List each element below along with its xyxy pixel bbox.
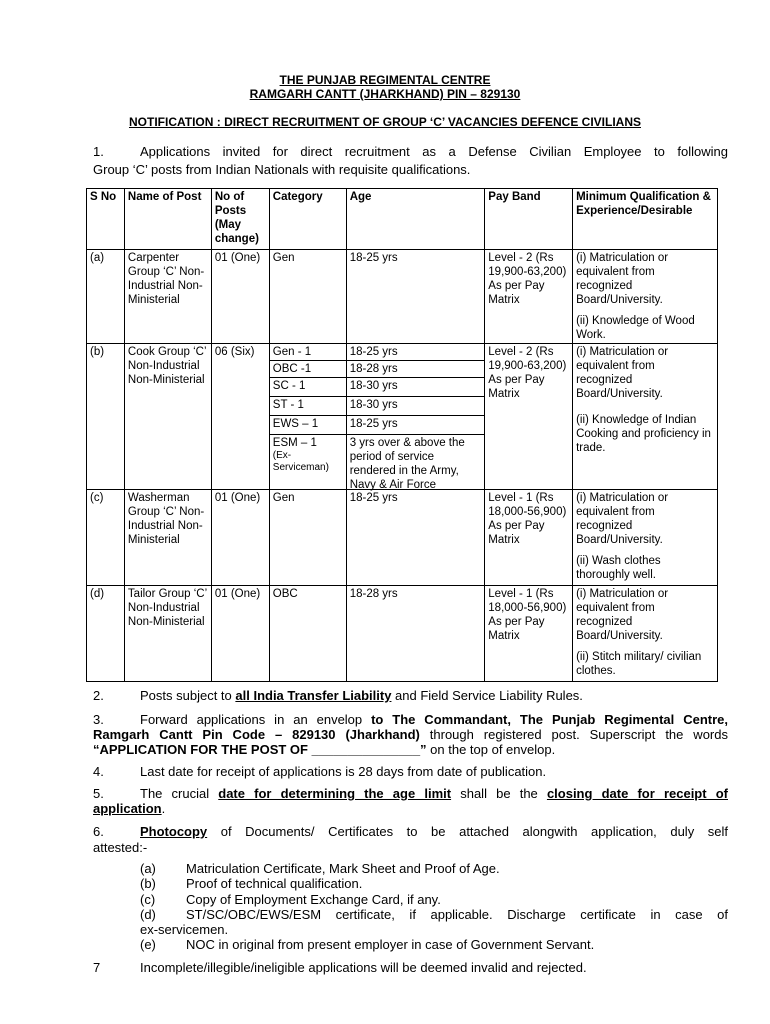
cell-age: 18-28 yrs (346, 586, 485, 682)
age-item: 18-25 yrs (347, 416, 485, 435)
age-item: 18-25 yrs (347, 344, 485, 361)
cell-posts-no: 01 (One) (211, 490, 269, 586)
para6-number: 6. (93, 824, 104, 839)
qualification-primary: (i) Matriculation or equivalent from recognized Board/University. (576, 492, 669, 546)
category-item: EWS – 1 (270, 416, 346, 435)
table-row (87, 586, 718, 682)
cell-posts-no: 06 (Six) (211, 344, 269, 490)
para3-f: on the top of envelop. (426, 742, 556, 757)
qualification-desirable: (ii) Knowledge of Wood Work. (576, 315, 695, 341)
category-esm-note: (Ex-Serviceman) (272, 450, 329, 473)
para2-number: 2. (93, 688, 104, 703)
cell-category: Gen (269, 250, 346, 344)
para1-number: 1. (93, 144, 104, 159)
notification-title: NOTIFICATION : DIRECT RECRUITMENT OF GROUP ‘C’ VACANCIES DEFENCE CIVILIANS (128, 115, 641, 129)
list-item: NOC in original from present employer in case of Government Servant. (186, 937, 595, 952)
category-item: OBC -1 (270, 361, 346, 378)
para3-line2 (93, 727, 728, 743)
cell-qualification (573, 344, 718, 490)
para3-e: “APPLICATION FOR THE POST OF _______________” (93, 742, 427, 757)
cell-qualification (573, 490, 718, 586)
table-header-row (87, 189, 718, 250)
list-item-continuation: ex-servicemen. (140, 922, 229, 937)
qualification-primary: (i) Matriculation or equivalent from recognized Board/University. (576, 588, 669, 642)
cell-qualification (573, 250, 718, 344)
list-item-label: (a) (140, 861, 156, 876)
para5-f: . (161, 801, 166, 816)
para3-b: to The Commandant, The Punjab Regimental Centre, (371, 712, 728, 727)
header-sno: S No (87, 189, 125, 250)
para3-d: through registered post. Superscript the words (419, 727, 728, 742)
category-esm-label: ESM – 1 (272, 437, 317, 449)
para3-number: 3. (93, 712, 104, 727)
qualification-desirable: (ii) Knowledge of Indian Cooking and proficiency in trade. (576, 414, 711, 454)
cell-sno: (a) (87, 250, 125, 344)
para5-application: application (93, 801, 162, 816)
list-item-label: (b) (140, 876, 156, 891)
para1-line2: Group ‘C’ posts from Indian Nationals with requisite qualifications. (93, 162, 471, 177)
cell-post: Cook Group ‘C’ Non-Industrial Non-Ministerial (124, 344, 211, 490)
header-qualification: Minimum Qualification & Experience/Desirable (573, 189, 718, 250)
category-item: ST - 1 (270, 397, 346, 416)
para5-age-limit: date for determining the age limit (218, 786, 452, 801)
para6-line2: attested:- (93, 840, 148, 855)
para5-number: 5. (93, 786, 104, 801)
table-row (87, 250, 718, 344)
cell-post: Washerman Group ‘C’ Non-Industrial Non-Ministerial (124, 490, 211, 586)
para2-text (140, 688, 583, 704)
header-pay-band: Pay Band (485, 189, 573, 250)
cell-post: Tailor Group ‘C’ Non-Industrial Non-Ministerial (124, 586, 211, 682)
qualification-desirable: (ii) Stitch military/ civilian clothes. (576, 651, 702, 677)
list-item: Proof of technical qualification. (186, 876, 363, 891)
para5-a: The crucial (140, 786, 219, 801)
para1-line1: Applications invited for direct recruitment as a Defense Civilian Employee to following (140, 144, 728, 159)
para5-line2 (93, 801, 728, 817)
para5-closing-date: closing date for receipt of (546, 786, 728, 801)
cell-sno: (b) (87, 344, 125, 490)
cell-sno: (d) (87, 586, 125, 682)
para7-text: Incomplete/illegible/ineligible applications will be deemed invalid and rejected. (140, 960, 587, 975)
cell-category: OBC (269, 586, 346, 682)
cell-post: Carpenter Group ‘C’ Non-Industrial Non-Ministerial (124, 250, 211, 344)
age-item: 18-30 yrs (347, 378, 485, 397)
list-item: Matriculation Certificate, Mark Sheet and Proof of Age. (186, 861, 500, 876)
age-item: 18-28 yrs (347, 361, 485, 378)
cell-category (269, 344, 346, 490)
table-row (87, 490, 718, 586)
qualification-primary: (i) Matriculation or equivalent from recognized Board/University. (576, 252, 669, 306)
cell-sno: (c) (87, 490, 125, 586)
list-item: Copy of Employment Exchange Card, if any. (186, 892, 441, 907)
header-posts-no: No of Posts (May change) (211, 189, 269, 250)
para4-text: Last date for receipt of applications is 28 days from date of publication. (140, 764, 547, 779)
cell-pay: Level - 2 (Rs 19,900-63,200) As per Pay Matrix (485, 344, 573, 490)
cell-category: Gen (269, 490, 346, 586)
table-row (87, 344, 718, 490)
para3-a: Forward applications in an envelop (140, 712, 372, 727)
para2-transfer-liability: all India Transfer Liability (235, 688, 392, 703)
header-post: Name of Post (124, 189, 211, 250)
list-item-label: (d) (140, 907, 156, 922)
header-age: Age (346, 189, 485, 250)
list-item: ST/SC/OBC/EWS/ESM certificate, if applicable. Discharge certificate in case of (186, 907, 728, 922)
category-item: Gen - 1 (270, 344, 346, 361)
age-item: 18-30 yrs (347, 397, 485, 416)
qualification-desirable: (ii) Wash clothes thoroughly well. (576, 555, 661, 581)
cell-age (346, 344, 485, 490)
cell-posts-no: 01 (One) (211, 250, 269, 344)
para5-line1 (140, 786, 728, 802)
header-category: Category (269, 189, 346, 250)
cell-pay: Level - 1 (Rs 18,000-56,900) As per Pay Matrix (485, 490, 573, 586)
cell-pay: Level - 1 (Rs 18,000-56,900) As per Pay Matrix (485, 586, 573, 682)
qualification-primary: (i) Matriculation or equivalent from recognized Board/University. (576, 346, 669, 400)
header-title: THE PUNJAB REGIMENTAL CENTRE (279, 73, 491, 87)
cell-posts-no: 01 (One) (211, 586, 269, 682)
para2-pre: Posts subject to (140, 688, 236, 703)
para7-number: 7 (93, 960, 101, 975)
header-address: RAMGARH CANTT (JHARKHAND) PIN – 829130 (249, 87, 521, 101)
para3-line1 (140, 712, 728, 728)
para2-post: and Field Service Liability Rules. (391, 688, 583, 703)
para5-c: shall be the (451, 786, 547, 801)
list-item-label: (e) (140, 937, 156, 952)
vacancy-table (86, 188, 718, 682)
para3-c: Ramgarh Cantt Pin Code – 829130 (Jharkhand) (93, 727, 420, 742)
age-item: 3 yrs over & above the period of service rendered in the Army, Navy & Air Force (349, 437, 465, 491)
cell-age: 18-25 yrs (346, 250, 485, 344)
para6-photocopy: Photocopy (140, 824, 208, 839)
cell-age: 18-25 yrs (346, 490, 485, 586)
cell-qualification (573, 586, 718, 682)
para3-line3 (93, 742, 728, 758)
para6-rest: of Documents/ Certificates to be attached alongwith application, duly self (207, 824, 728, 839)
list-item-label: (c) (140, 892, 156, 907)
category-item: SC - 1 (270, 378, 346, 397)
para4-number: 4. (93, 764, 104, 779)
category-item-esm (270, 435, 346, 489)
para6-line1 (140, 824, 728, 840)
cell-pay: Level - 2 (Rs 19,900-63,200) As per Pay Matrix (485, 250, 573, 344)
